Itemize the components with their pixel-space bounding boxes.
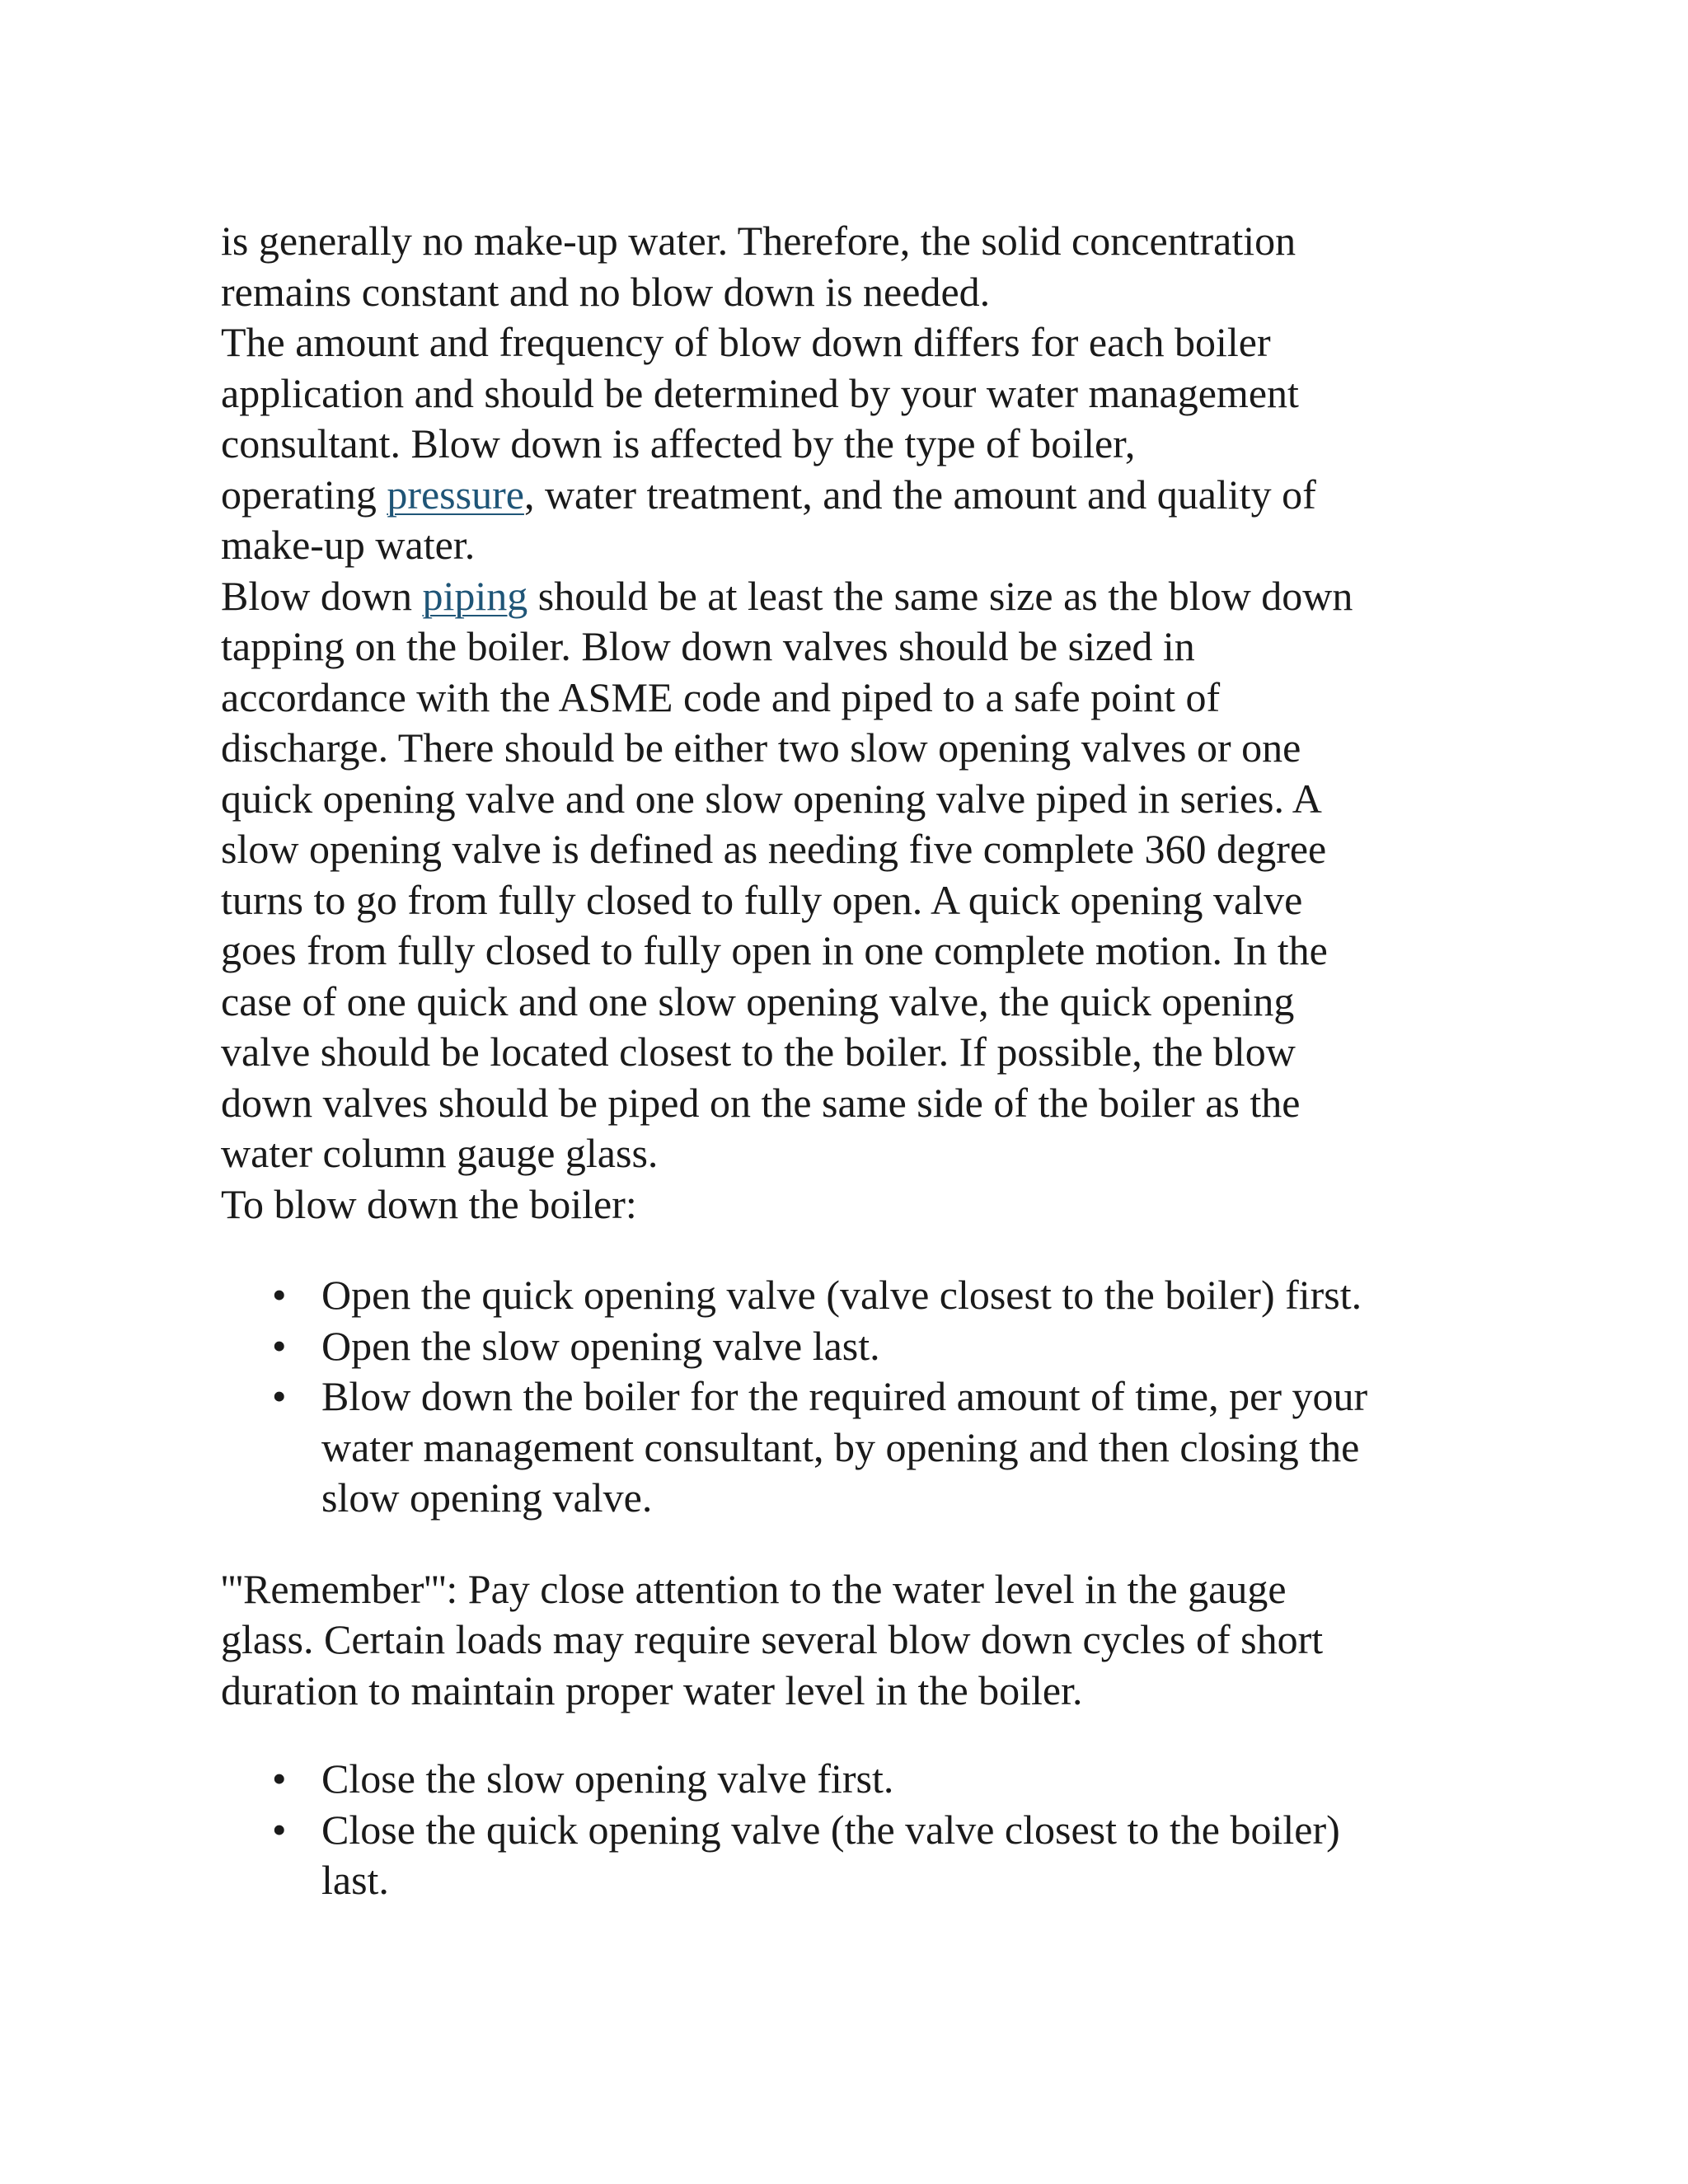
text-line: make-up water. xyxy=(221,522,476,568)
list-item xyxy=(221,1321,1457,1372)
list-item xyxy=(221,1371,1457,1524)
text-line: remains constant and no blow down is needed. xyxy=(221,268,991,315)
document-page xyxy=(221,216,1457,1906)
piping-link[interactable]: piping xyxy=(422,572,528,619)
bullet-icon: • xyxy=(272,1755,287,1802)
text-fragment: should be at least the same size as the blow down xyxy=(528,572,1353,619)
text-fragment: operating xyxy=(221,471,387,518)
text-line: Close the slow opening valve first. xyxy=(321,1755,894,1802)
text-line: accordance with the ASME code and piped to a safe point of xyxy=(221,673,1221,720)
text-line: discharge. There should be either two slow opening valves or one xyxy=(221,724,1301,771)
text-line: tapping on the boiler. Blow down valves should be sized in xyxy=(221,623,1195,669)
text-line: down valves should be piped on the same side of the boiler as the xyxy=(221,1079,1301,1126)
text-line: Blow down the boiler for the required amount of time, per your xyxy=(321,1373,1368,1419)
text-line: goes from fully closed to fully open in one complete motion. In the xyxy=(221,927,1328,973)
list-item xyxy=(221,1805,1457,1906)
text-line: '''Remember''': Pay close attention to the water level in the gauge xyxy=(221,1565,1287,1612)
bullet-icon: • xyxy=(272,1373,287,1419)
text-line: slow opening valve is defined as needing five complete 360 degree xyxy=(221,826,1327,872)
close-valve-steps-list xyxy=(221,1754,1457,1906)
blow-down-steps-list xyxy=(221,1270,1457,1524)
list-item xyxy=(221,1754,1457,1805)
paragraph-blow-down-piping xyxy=(221,571,1457,1179)
pressure-link[interactable]: pressure xyxy=(387,471,524,518)
text-line: consultant. Blow down is affected by the type of boiler, xyxy=(221,420,1136,466)
paragraph-procedure-intro xyxy=(221,1179,1457,1230)
bullet-icon: • xyxy=(272,1806,287,1853)
text-line: turns to go from fully closed to fully open. A quick opening valve xyxy=(221,876,1303,923)
text-line: case of one quick and one slow opening valve, the quick opening xyxy=(221,977,1295,1024)
list-item xyxy=(221,1270,1457,1321)
text-line: The amount and frequency of blow down differs for each boiler xyxy=(221,319,1271,365)
text-line: Close the quick opening valve (the valve closest to the boiler) xyxy=(321,1806,1340,1853)
text-line: last. xyxy=(321,1857,389,1903)
text-line: To blow down the boiler: xyxy=(221,1180,637,1227)
text-line: valve should be located closest to the boiler. If possible, the blow xyxy=(221,1029,1296,1075)
text-line: is generally no make-up water. Therefore, the solid concentration xyxy=(221,218,1296,264)
text-line xyxy=(221,571,1457,622)
text-line: quick opening valve and one slow opening valve piped in series. A xyxy=(221,775,1322,822)
text-line: water column gauge glass. xyxy=(221,1130,659,1176)
paragraph-blow-down-amount xyxy=(221,317,1457,571)
paragraph-intro xyxy=(221,216,1457,317)
text-line: duration to maintain proper water level in the boiler. xyxy=(221,1666,1083,1713)
text-line: Open the quick opening valve (valve closest to the boiler) first. xyxy=(321,1272,1362,1318)
text-line: application and should be determined by your water management xyxy=(221,369,1299,416)
text-line: Open the slow opening valve last. xyxy=(321,1322,880,1369)
text-fragment: , water treatment, and the amount and quality of xyxy=(523,471,1316,518)
paragraph-remember-note xyxy=(221,1564,1457,1717)
text-fragment: Blow down xyxy=(221,572,423,619)
text-line: water management consultant, by opening and then closing the xyxy=(321,1423,1360,1470)
text-line: slow opening valve. xyxy=(321,1474,653,1521)
text-line xyxy=(221,470,1457,521)
text-line: glass. Certain loads may require several blow down cycles of short xyxy=(221,1616,1324,1662)
bullet-icon: • xyxy=(272,1272,287,1318)
bullet-icon: • xyxy=(272,1322,287,1369)
